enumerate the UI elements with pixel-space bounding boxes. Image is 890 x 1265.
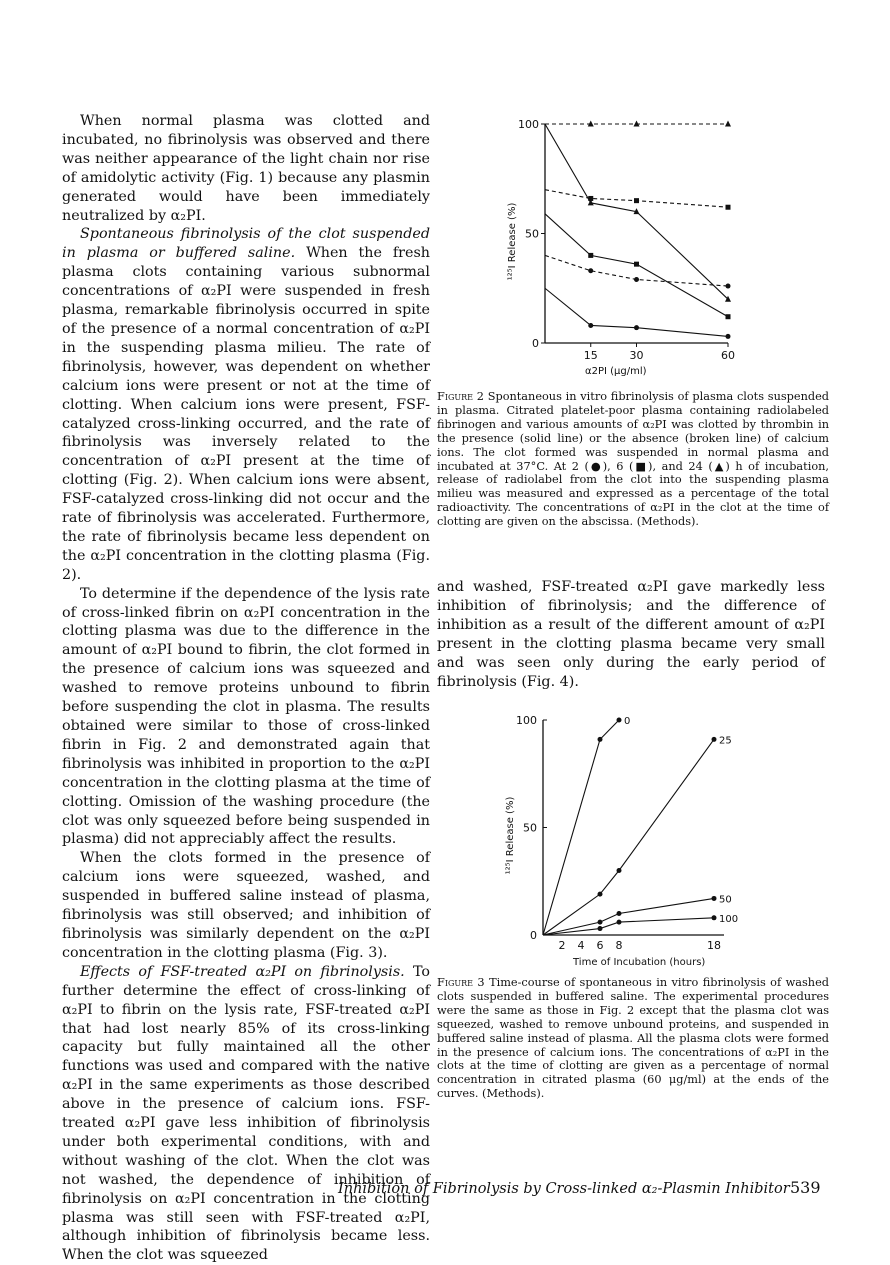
circle-marker: [598, 920, 603, 925]
section-heading: Effects of FSF-treated α₂PI on fibrinolysis.: [80, 963, 405, 980]
circle-marker: [634, 277, 639, 282]
figure-2-chart: [485, 112, 755, 380]
figure-2-svg: [485, 112, 755, 380]
y-tick-label: 100: [516, 714, 537, 727]
x-tick-label: 2: [558, 939, 566, 952]
square-marker: [634, 198, 639, 203]
square-marker: [588, 196, 593, 201]
figure-label: Figure 3: [437, 976, 485, 989]
y-tick-label: 50: [525, 227, 539, 241]
running-title: Inhibition of Fibrinolysis by Cross-linked α₂-Plasmin Inhibitor: [338, 1181, 790, 1197]
right-column: [437, 578, 825, 691]
figure-3-chart: [485, 706, 755, 974]
circle-marker: [598, 892, 603, 897]
figure-label: Figure 2: [437, 390, 484, 403]
circle-marker: [712, 896, 717, 901]
series-line: [543, 918, 714, 935]
triangle-marker: [725, 121, 731, 127]
square-marker: [634, 262, 639, 267]
paragraph: When normal plasma was clotted and incubated, no fibrinolysis was observed and there was neither appearance of the light chain nor rise of amidolytic activity (Fig. 1) because any plasmin generated would have been immediately neutralized by α₂PI.: [62, 113, 430, 224]
paragraph: When the clots formed in the presence of calcium ions were squeezed, washed, and suspended in buffered saline instead of plasma, fibrinolysis was still observed; and inhibition of fibrinolysis was similarly dependent on the α₂PI concentration in the clotting plasma (Fig. 3).: [62, 850, 430, 961]
series-line: [543, 739, 714, 935]
x-tick-label: 15: [583, 349, 598, 362]
circle-marker: [598, 737, 603, 742]
y-tick-label: 100: [518, 118, 539, 131]
paragraph: [62, 963, 430, 1265]
square-marker: [588, 253, 593, 258]
circle-marker: [712, 915, 717, 920]
circle-marker: [588, 323, 593, 328]
series-end-label: 50: [719, 894, 732, 906]
series-end-label: 0: [624, 716, 631, 727]
circle-marker: [617, 868, 622, 873]
circle-marker: [726, 284, 731, 289]
x-tick-label: 18: [707, 939, 721, 952]
caption-text: Time-course of spontaneous in vitro fibrinolysis of washed clots suspended in buffered saline. The experimental procedures were the same as those in Fig. 2 except that the plasma clot was squeezed, washed to remove unbound proteins, and suspended in buffered saline instead of plasma. All the plasma clots were formed in the presence of calcium ions. The concentrations of α₂PI in the clots at the time of clotting are given as a percentage of normal concentration in citrated plasma (60 μg/ml) at the ends of the curves. (Methods).: [437, 976, 829, 1101]
caption-text: Spontaneous in vitro fibrinolysis of plasma clots suspended in plasma. Citrated platelet-poor plasma containing radiolabeled fibrinogen and various amounts of α₂PI was clotted by thrombin in the presence (solid line) or the absence (broken line) of calcium ions. The clot formed was suspended in normal plasma and incubated at 37°C. At 2 (●), 6 (■), and 24 (▲) h of incubation, release of radiolabel from the clot into the suspending plasma milieu was measured and expressed as a percentage of the total radioactivity. The concentrations of α₂PI in the clot at the time of clotting are given on the abscissa. (Methods).: [437, 390, 829, 529]
square-marker: [726, 205, 731, 210]
paragraph-body: When the fresh plasma clots containing various subnormal concentrations of α₂PI were suspended in fresh plasma, remarkable fibrinolysis occurred in spite of the presence of a normal concentration of α₂PI in the suspending plasma milieu. The rate of fibrinolysis, however, was dependent on whether calcium ions were present or not at the time of clotting. When calcium ions were present, FSF-catalyzed cross-linking occurred, and the rate of fibrinolysis was inversely related to the concentration of α₂PI present at the time of clotting (Fig. 2). When calcium ions were absent, FSF-catalyzed cross-linking did not occur and the rate of fibrinolysis was accelerated. Furthermore, the rate of fibrinolysis became less dependent on the α₂PI concentration in the clotting plasma (Fig. 2).: [62, 245, 430, 583]
series-end-label: 25: [719, 735, 732, 747]
paragraph: and washed, FSF-treated α₂PI gave markedly less inhibition of fibrinolysis; and the difference of inhibition as a result of the different amount of α₂PI present in the clotting plasma became very small and was seen only during the early period of fibrinolysis (Fig. 4).: [437, 579, 825, 690]
circle-marker: [598, 926, 603, 931]
x-tick-label: 4: [577, 939, 585, 952]
x-tick-label: 6: [596, 939, 604, 952]
circle-marker: [588, 268, 593, 273]
y-axis-label: ¹²⁵I Release (%): [507, 202, 518, 281]
paragraph: [62, 225, 430, 584]
x-axis-label: α2PI (μg/ml): [585, 366, 647, 377]
square-marker: [726, 314, 731, 319]
section-heading: Spontaneous fibrinolysis of the clot suspended in plasma or buffered saline.: [62, 226, 430, 262]
circle-marker: [726, 334, 731, 339]
figure-2-caption: [437, 390, 829, 529]
series-line: [543, 720, 619, 935]
y-axis-label: ¹²⁵I Release (%): [505, 796, 516, 875]
series-end-label: 100: [719, 913, 739, 925]
y-tick-label: 50: [523, 821, 537, 835]
circle-marker: [617, 911, 622, 916]
circle-marker: [617, 718, 622, 723]
paragraph: To determine if the dependence of the lysis rate of cross-linked fibrin on α₂PI concentration in the clotting plasma was due to the difference in the amount of α₂PI bound to fibrin, the clot formed in the presence of calcium ions was squeezed and washed to remove proteins unbound to fibrin before suspending the clot in plasma. The results obtained were similar to those of cross-linked fibrin in Fig. 2 and demonstrated again that fibrinolysis was inhibited in proportion to the α₂PI concentration in the clotting plasma at the time of clotting. Omission of the washing procedure (the clot was only squeezed before being suspended in plasma) did not appreciably affect the results.: [62, 585, 430, 848]
figure-3-caption: [437, 976, 829, 1101]
figure-3-svg: [485, 706, 755, 974]
x-axis-label: Time of Incubation (hours): [573, 957, 706, 968]
x-tick-label: 30: [629, 349, 644, 362]
page-number: 539: [790, 1178, 821, 1197]
x-tick-label: 8: [615, 939, 623, 952]
circle-marker: [712, 737, 717, 742]
y-tick-label: 0: [530, 929, 537, 942]
y-tick-label: 0: [532, 337, 539, 350]
x-tick-label: 60: [721, 349, 735, 362]
circle-marker: [617, 920, 622, 925]
circle-marker: [634, 325, 639, 330]
paragraph-body: To further determine the effect of cross-linking of α₂PI to fibrin on the lysis rate, FSF-treated α₂PI that had lost nearly 85% of its cross-linking capacity but fully maintained all the other functions was used and compared with the native α₂PI in the same experiments as those described above in the presence of calcium ions. FSF-treated α₂PI gave less inhibition of fibrinolysis under both experimental conditions, with and without washing of the clot. When the clot was not washed, the dependence of inhibition of fibrinolysis on α₂PI concentration in the clotting plasma was still seen with FSF-treated α₂PI, although inhibition of fibrinolysis became less. When the clot was squeezed: [62, 963, 430, 1264]
left-column: [62, 112, 430, 1265]
